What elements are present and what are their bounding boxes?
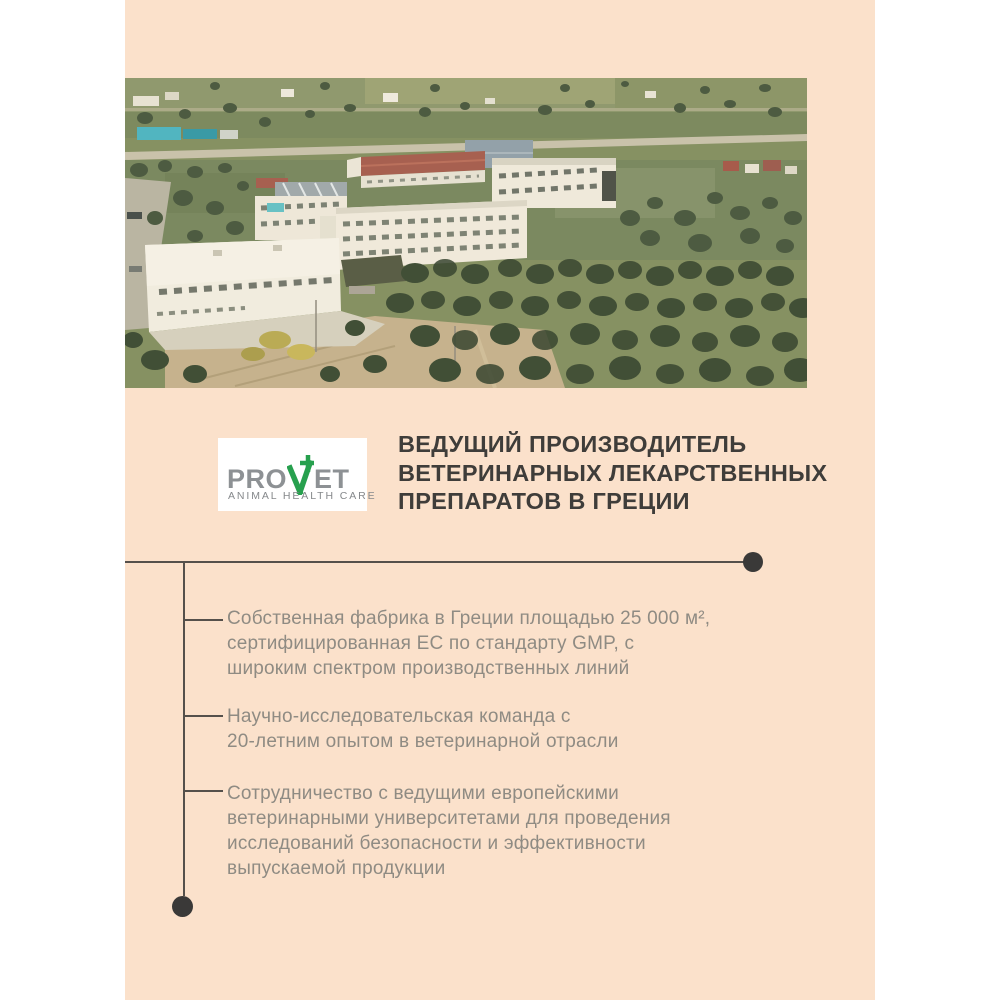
feature-line: Сотрудничество с ведущими европейскими [227,783,619,804]
feature-line: сертифицированная ЕС по стандарту GMP, с [227,633,635,654]
feature-line: широким спектром производственных линий [227,658,630,679]
bullet-tick-3 [184,790,223,792]
provet-logo [227,454,350,493]
bullet-tick-2 [184,715,223,717]
feature-line: выпускаемой продукции [227,858,446,879]
provet-logo-card [218,438,377,511]
feature-item-universities [227,781,727,881]
logo-tagline: ANIMAL HEALTH CARE [228,490,377,502]
feature-item-factory [227,606,727,681]
end-dot-bottom [172,896,193,917]
feature-line: ветеринарными университетами для проведения [227,808,671,829]
logo-text-pro: PRO [227,464,288,494]
page-title [398,430,838,516]
feature-line: 20-летним опытом в ветеринарной отрасли [227,731,619,752]
feature-line: исследований безопасности и эффективности [227,833,646,854]
vertical-rule [183,561,185,896]
vet-cross-icon [287,454,314,495]
heading-line-1: ВЕДУЩИЙ ПРОИЗВОДИТЕЛЬ [398,431,747,457]
heading-line-3: ПРЕПАРАТОВ В ГРЕЦИИ [398,488,690,514]
factory-aerial-photo-art [125,78,807,388]
feature-line: Собственная фабрика в Греции площадью 25 000 м², [227,608,711,629]
feature-line: Научно-исследовательская команда с [227,706,571,727]
logo-text-et: ET [314,464,350,494]
feature-item-research-team [227,704,727,754]
bullet-tick-1 [184,619,223,621]
factory-aerial-photo [125,78,807,388]
horizontal-rule [125,561,744,563]
end-dot-right [743,552,763,572]
heading-line-2: ВЕТЕРИНАРНЫХ ЛЕКАРСТВЕННЫХ [398,459,828,486]
